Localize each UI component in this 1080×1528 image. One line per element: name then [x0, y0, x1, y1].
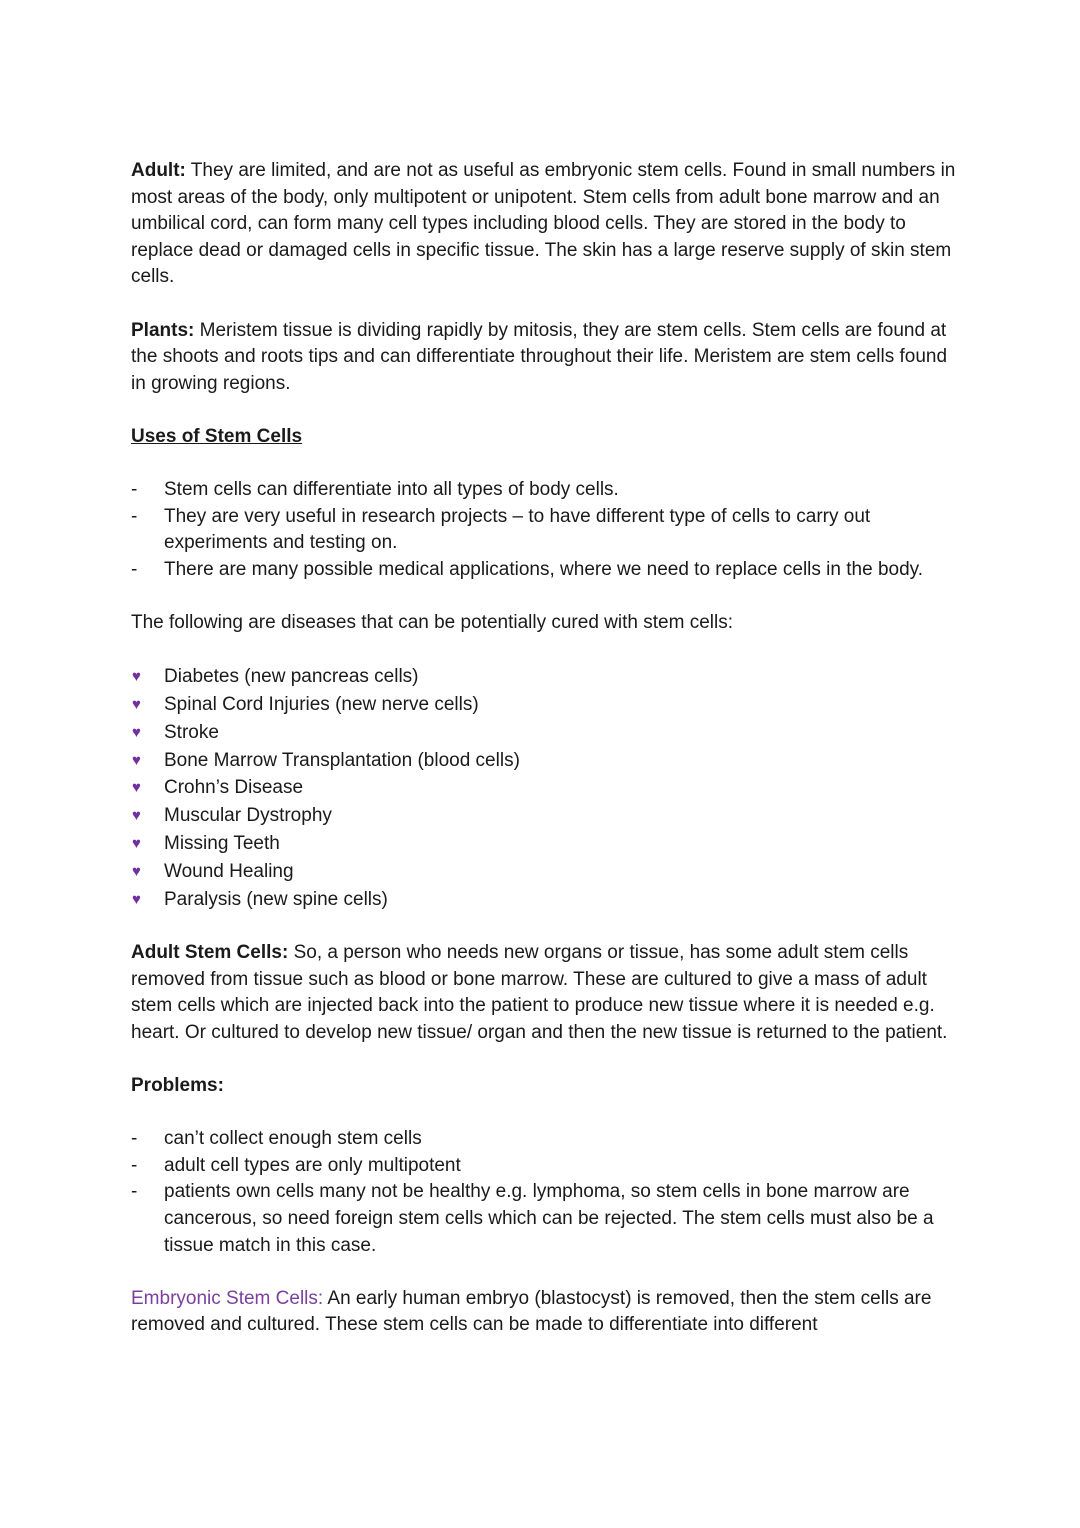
list-item — [131, 802, 961, 830]
uses-list — [131, 477, 961, 583]
heart-bullet-icon: ♥ — [132, 723, 141, 741]
heart-bullet-icon: ♥ — [132, 779, 141, 797]
list-item — [131, 691, 961, 719]
uses-heading — [131, 424, 961, 451]
heart-bullet-icon: ♥ — [132, 807, 141, 825]
list-item — [131, 747, 961, 775]
list-item — [131, 830, 961, 858]
problems-heading — [131, 1073, 961, 1100]
dash-bullet-icon: - — [131, 479, 138, 501]
heart-bullet-icon: ♥ — [132, 890, 141, 908]
heart-bullet-icon: ♥ — [132, 668, 141, 686]
problem-text: adult cell types are only multipotent — [164, 1154, 461, 1176]
problems-heading-text: Problems: — [131, 1075, 224, 1097]
dash-bullet-icon: - — [131, 1181, 138, 1203]
disease-text: Wound Healing — [164, 860, 294, 882]
plants-text: Meristem tissue is dividing rapidly by mitosis, they are stem cells. Stem cells are found at the shoots and roots tips and can differentiate throughout their life. Meristem are stem cells found in growing regions. — [131, 319, 948, 394]
uses-heading-text: Uses of Stem Cells — [131, 425, 303, 447]
adult-paragraph — [131, 158, 961, 291]
problem-text: patients own cells many not be healthy e.g. lymphoma, so stem cells in bone marrow are cancerous, so need foreign stem cells which can be rejected. The stem cells must also be a tissue match in this case. — [164, 1181, 934, 1256]
embryonic-paragraph — [131, 1286, 961, 1339]
adult-stem-cells-label: Adult Stem Cells: — [131, 942, 289, 964]
list-item — [131, 557, 961, 584]
list-item — [131, 858, 961, 886]
disease-text: Missing Teeth — [164, 833, 280, 855]
document-page — [131, 158, 961, 1339]
uses-item-text: Stem cells can differentiate into all types of body cells. — [164, 479, 619, 501]
list-item — [131, 663, 961, 691]
problem-text: can’t collect enough stem cells — [164, 1128, 422, 1150]
disease-text: Diabetes (new pancreas cells) — [164, 666, 419, 688]
embryonic-label: Embryonic Stem Cells: — [131, 1287, 324, 1309]
adult-stem-cells-text: So, a person who needs new organs or tissue, has some adult stem cells removed from tissue such as blood or bone marrow. These are cultured to give a mass of adult stem cells which are injected back into the patient to produce new tissue where it is needed e.g. heart. Or cultured to develop new tissue/ organ and then the new tissue is returned to the patient. — [131, 942, 948, 1043]
diseases-intro: The following are diseases that can be potentially cured with stem cells: — [131, 612, 733, 634]
list-item — [131, 719, 961, 747]
problems-list — [131, 1126, 961, 1259]
list-item — [131, 1153, 961, 1180]
list-item — [131, 1179, 961, 1259]
dash-bullet-icon: - — [131, 1128, 138, 1150]
adult-label: Adult: — [131, 160, 186, 181]
dash-bullet-icon: - — [131, 558, 138, 580]
disease-text: Paralysis (new spine cells) — [164, 888, 388, 910]
uses-item-text: There are many possible medical applications, where we need to replace cells in the body. — [164, 558, 924, 580]
list-item — [131, 886, 961, 914]
heart-bullet-icon: ♥ — [132, 751, 141, 769]
diseases-list — [131, 663, 961, 913]
list-item — [131, 774, 961, 802]
plants-paragraph — [131, 318, 961, 398]
heart-bullet-icon: ♥ — [132, 862, 141, 880]
plants-label: Plants: — [131, 319, 195, 341]
dash-bullet-icon: - — [131, 1154, 138, 1176]
list-item — [131, 1126, 961, 1153]
uses-item-text: They are very useful in research projects – to have different type of cells to carry out experiments and testing on. — [164, 505, 871, 554]
heart-bullet-icon: ♥ — [132, 696, 141, 714]
disease-text: Crohn’s Disease — [164, 777, 304, 799]
adult-text: They are limited, and are not as useful as embryonic stem cells. Found in small numbers in most areas of the body, only multipotent or unipotent. Stem cells from adult bone marrow and an umbilical cord, can form many cell types including blood cells. They are stored in the body to replace dead or damaged cells in specific tissue. The skin has a large reserve supply of skin stem cells. — [131, 160, 956, 288]
adult-stem-cells-paragraph — [131, 940, 961, 1046]
embryonic-text: An early human embryo (blastocyst) is removed, then the stem cells are removed and cultured. These stem cells can be made to differentiate into different — [131, 1287, 932, 1336]
disease-text: Muscular Dystrophy — [164, 805, 332, 827]
list-item — [131, 504, 961, 557]
disease-text: Spinal Cord Injuries (new nerve cells) — [164, 694, 479, 716]
disease-text: Bone Marrow Transplantation (blood cells) — [164, 749, 520, 771]
heart-bullet-icon: ♥ — [132, 835, 141, 853]
dash-bullet-icon: - — [131, 505, 138, 527]
disease-text: Stroke — [164, 721, 219, 743]
list-item — [131, 477, 961, 504]
